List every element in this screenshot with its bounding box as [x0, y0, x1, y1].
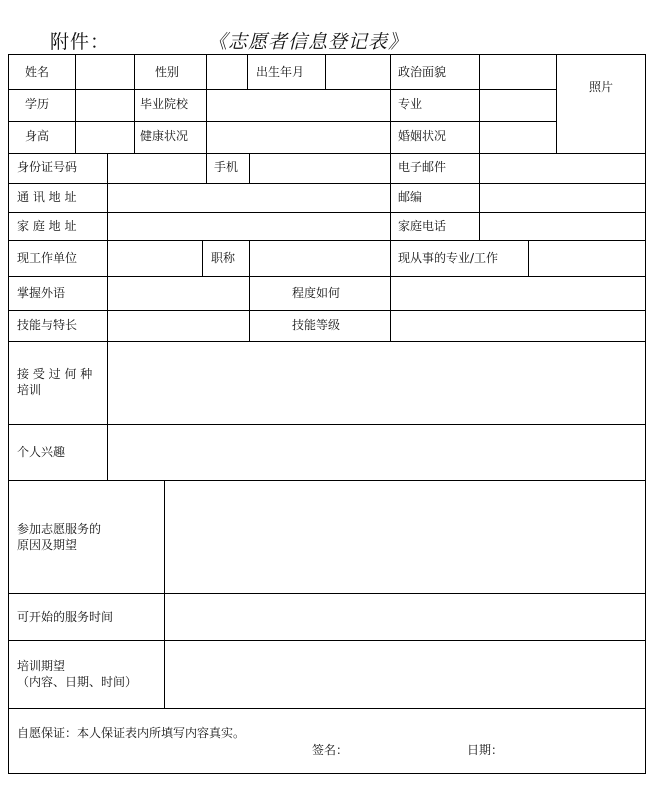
col-divider — [202, 240, 203, 276]
row-divider — [9, 212, 645, 213]
gender-label: 性别 — [155, 65, 180, 79]
row-divider — [9, 708, 645, 709]
col-divider — [164, 480, 165, 708]
attachment-label: 附件： — [50, 31, 111, 53]
col-divider — [528, 240, 529, 276]
height-label: 身高 — [25, 129, 50, 143]
row-divider — [9, 424, 645, 425]
skill-level-label: 技能等级 — [292, 318, 341, 332]
row-divider — [9, 276, 645, 277]
col-divider — [75, 55, 76, 153]
col-divider — [249, 240, 250, 276]
phone-label: 手机 — [214, 160, 239, 174]
available-time-label: 可开始的服务时间 — [17, 610, 114, 624]
political-status-label: 政治面貌 — [398, 65, 447, 79]
col-divider — [249, 153, 250, 183]
col-divider — [107, 276, 108, 341]
date-label: 日期： — [467, 743, 504, 757]
col-divider — [247, 55, 248, 89]
mailing-address-label: 通 讯 地 址 — [17, 190, 77, 204]
employer-label: 现工作单位 — [17, 251, 78, 265]
signature-label: 签名： — [312, 743, 349, 757]
job-title-label: 职称 — [211, 251, 236, 265]
postcode-label: 邮编 — [398, 190, 423, 204]
col-divider — [390, 240, 391, 276]
col-divider — [107, 153, 108, 183]
school-label: 毕业院校 — [140, 97, 189, 111]
col-divider — [390, 153, 391, 183]
name-label: 姓名 — [25, 65, 50, 79]
row-divider — [9, 240, 645, 241]
row-divider — [9, 593, 645, 594]
col-divider — [390, 183, 391, 240]
birth-date-label: 出生年月 — [256, 65, 305, 79]
photo-label: 照片 — [589, 80, 614, 94]
health-label: 健康状况 — [140, 129, 189, 143]
skills-label: 技能与特长 — [17, 318, 78, 332]
email-label: 电子邮件 — [398, 160, 447, 174]
languages-label: 掌握外语 — [17, 286, 66, 300]
training-expectation-label: 培训期望 （内容、日期、时间） — [17, 659, 138, 689]
id-number-label: 身份证号码 — [17, 160, 78, 174]
pledge-statement: 自愿保证：本人保证表内所填写内容真实。 — [17, 726, 246, 740]
col-divider — [556, 55, 557, 153]
proficiency-label: 程度如何 — [292, 286, 341, 300]
volunteer-registration-form — [8, 54, 646, 774]
marital-status-label: 婚姻状况 — [398, 129, 447, 143]
education-label: 学历 — [25, 97, 50, 111]
row-divider — [9, 640, 645, 641]
form-title: 《志愿者信息登记表》 — [208, 31, 409, 53]
col-divider — [107, 183, 108, 240]
col-divider — [479, 55, 480, 153]
home-phone-label: 家庭电话 — [398, 219, 447, 233]
col-divider — [107, 240, 108, 276]
col-divider — [206, 153, 207, 183]
row-divider — [9, 183, 645, 184]
col-divider — [325, 55, 326, 89]
row-divider — [9, 153, 645, 154]
col-divider — [206, 55, 207, 153]
row-divider — [9, 89, 556, 90]
home-address-label: 家 庭 地 址 — [17, 219, 77, 233]
col-divider — [107, 341, 108, 480]
profession-label: 现从事的专业/工作 — [398, 251, 499, 265]
row-divider — [9, 341, 645, 342]
col-divider — [134, 55, 135, 153]
hobbies-label: 个人兴趣 — [17, 445, 66, 459]
col-divider — [390, 276, 391, 341]
row-divider — [9, 121, 556, 122]
col-divider — [479, 153, 480, 183]
training-received-label: 接 受 过 何 种 培训 — [17, 367, 93, 397]
col-divider — [479, 183, 480, 240]
col-divider — [249, 276, 250, 341]
col-divider — [390, 55, 391, 153]
major-label: 专业 — [398, 97, 423, 111]
row-divider — [9, 310, 645, 311]
volunteer-reason-label: 参加志愿服务的 原因及期望 — [17, 522, 102, 552]
row-divider — [9, 480, 645, 481]
